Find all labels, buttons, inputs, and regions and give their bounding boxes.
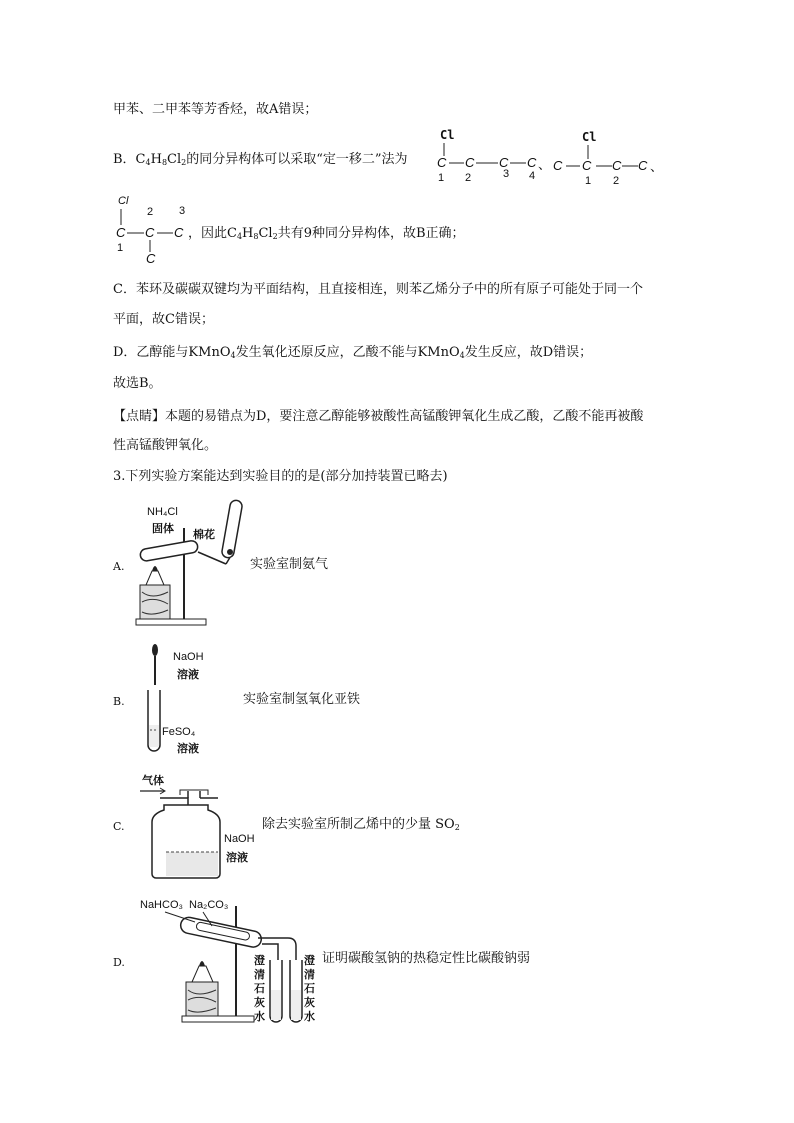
line-b-conclusion: ，因此$C_4H_8Cl_2$共有9种同分异构体，故B正确； (188, 226, 465, 241)
line-c-2: 平面，故C错误； (113, 312, 214, 327)
option-b-letter[interactable]: B. (113, 695, 125, 708)
option-a-letter[interactable]: A. (113, 560, 125, 573)
thermal-stability-apparatus-drawing (0, 0, 1, 1)
option-d-desc: 证明碳酸氢钠的热稳定性比碳酸钠弱 (322, 951, 531, 966)
line-c-1: C．苯环及碳碳双键均为平面结构，且直接相连，则苯乙烯分子中的所有原子可能处于同一个 (113, 282, 643, 297)
line-a-conclusion: 甲苯、二甲苯等芳香烃，故A错误； (113, 102, 318, 117)
option-b-desc: 实验室制氢氧化亚铁 (243, 692, 361, 707)
note-line-1: 【点睛】本题的易错点为D，要注意乙醇能够被酸性高锰酸钾氧化生成乙酸，乙酸不能再被酸 (113, 409, 644, 424)
line-d: D．乙醇能与KMnO$_4$发生氧化还原反应，乙酸不能与KMnO$_4$发生反应，故D错误； (113, 345, 593, 360)
line-b-intro: B．$C_4H_8Cl_2$的同分异构体可以采取“定一移二”法为 (113, 152, 408, 167)
option-c-letter[interactable]: C. (113, 820, 125, 833)
option-a-desc: 实验室制氨气 (250, 557, 329, 572)
question-3-stem: 3.下列实验方案能达到实验目的的是(部分加持装置已略去) (113, 469, 448, 484)
line-choose: 故选B。 (113, 376, 162, 391)
option-c-desc: 除去实验室所制乙烯中的少量 $SO_2$ (262, 817, 460, 832)
note-line-2: 性高锰酸钾氧化。 (113, 438, 218, 453)
option-d-letter[interactable]: D. (113, 956, 125, 969)
